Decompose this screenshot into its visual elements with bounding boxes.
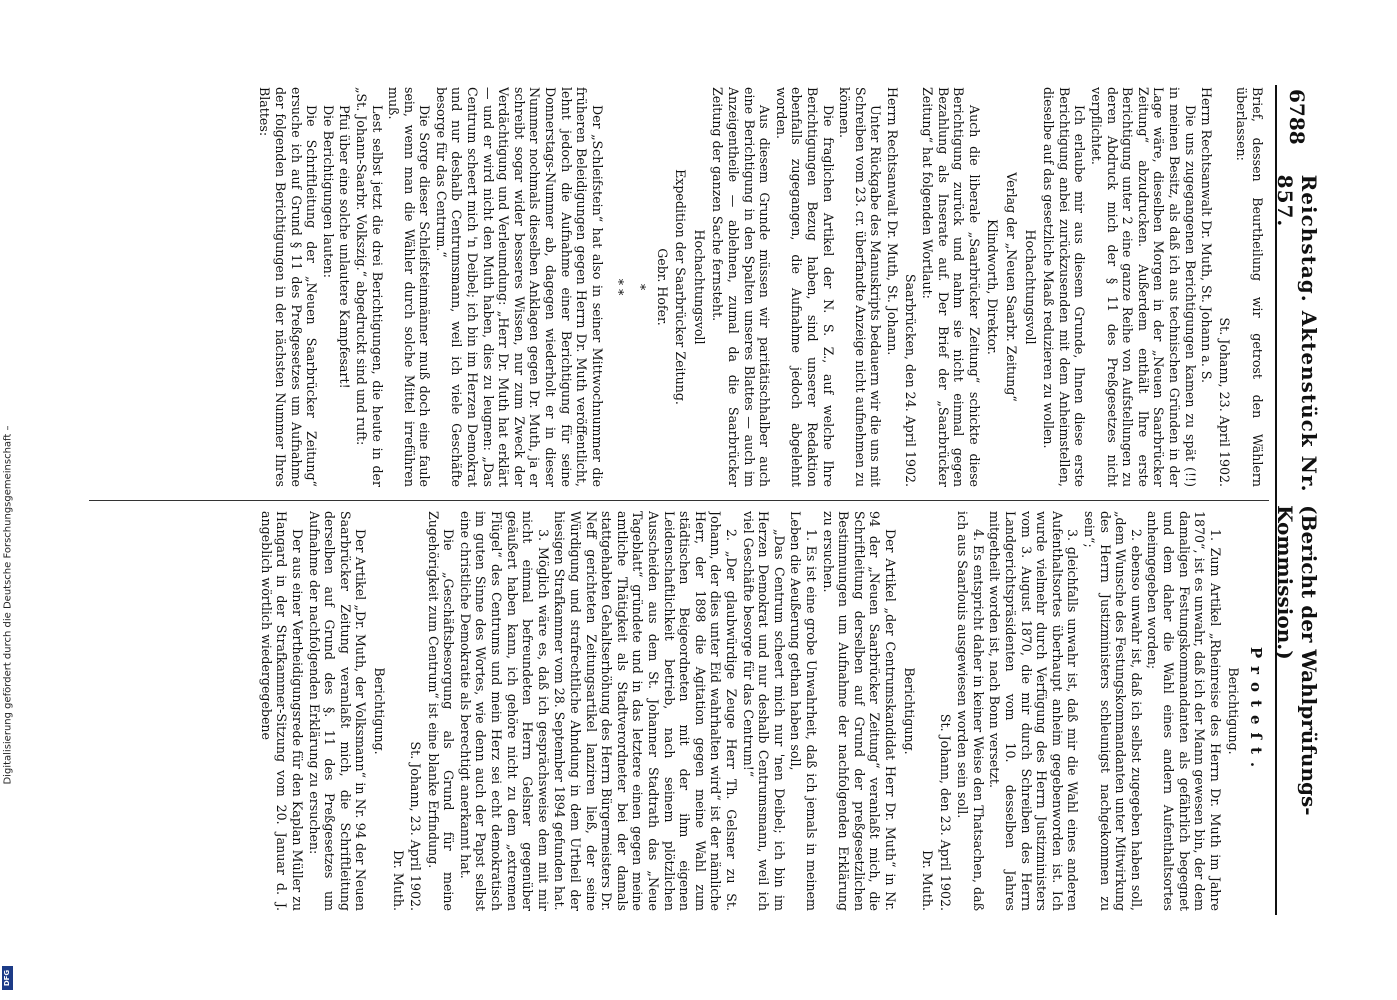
page-header xyxy=(1273,85,1321,915)
left-column-paragraph: Gebr. Hofer. xyxy=(654,248,670,326)
right-column-paragraph: Dr. Muth. xyxy=(920,850,936,911)
right-column-paragraph: Die „Geschäftsbesorgung als Grund für meine Zugehörigkeit zum Centrum“ ist eine blanke Erfindung. xyxy=(425,511,457,911)
right-column-paragraph: Der aus einer Vertheidigungsrede für den Kaplan Müller zu Hangard in der Strafkammer-Sitzung vom 20. Januar d. J. angeblich wörtlich wiedergegebene xyxy=(258,511,305,911)
right-column-paragraph: Berichtigung. xyxy=(901,667,917,755)
right-column-paragraph: St. Johann, 23. April 1902. xyxy=(408,741,424,911)
page-number: 6788 xyxy=(1285,89,1309,145)
right-column-paragraph: Der Artikel „Dr. Muth, der Volksmann“ in Nr. 94 der Neuen Saarbrücker Zeitung veranlaßt mich, die Schriftleitung derselben auf Grund des §. 11 des Preßgesetzes um Aufnahme der nachfolgenden Erklärung zu ersuchen: xyxy=(306,511,369,911)
left-column-paragraph: Die Sorge dieser Schleifsteinmänner muß doch eine faule sein, wenn man die Wähler durch solche Mittel irreführen muß. xyxy=(386,87,433,487)
right-column-paragraph: 3. Möglich wäre es, daß ich gesprächsweise dem mit mir nicht einmal befreundeten Herrn Gelsner gegenüber geäußert haben kann, ich gehöre nicht zu dem „extremen Flügel“ des Centrums und mein Herz sei echt demokratisch im guten Sinne des Wortes, wie denn auch der Papst selbst eine christliche Demokratie als berechtigt anerkannt hat. xyxy=(457,511,551,911)
right-column-paragraph: Berichtigung. xyxy=(1226,667,1242,755)
document-page xyxy=(82,85,1321,915)
left-column-paragraph: Expedition der Saarbrücker Zeitung. xyxy=(673,169,689,405)
left-column-paragraph: Auch die liberale „Saarbrücker Zeitung“ schickte diese Berichtigung zurück und nahm sie nicht einmal gegen Bezahlung als Inserate auf. Der Brief der „Saarbrücker Zeitung“ hat folgenden Wortlaut: xyxy=(920,87,982,487)
left-column-paragraph: Die Berichtigungen lauten: xyxy=(320,105,336,279)
left-column-paragraph: Hochachtungsvoll xyxy=(1022,229,1038,345)
left-column xyxy=(87,87,1265,487)
dfg-logo-text: DFG xyxy=(3,969,12,987)
right-column-paragraph: St. Johann, den 23. April 1902. xyxy=(937,713,953,911)
left-column-paragraph: Aus diesem Grunde müssen wir paritätischhalber auch eine Berichtigung in den Spalten unseres Blattes — auch im Anzeigentheile — ablehnen, zumal da die Saarbrücker Zeitung der ganzen Sache fernsteht. xyxy=(710,87,773,487)
left-column-paragraph: * * xyxy=(611,278,627,296)
right-column-paragraph: 2. „Der glaubwürdige Zeuge Herr Th. Gelsner zu St. Johann, der dies unter Eid wahrhalten wird“ ist der nämliche Herr, der 1898 die Agitation gegen meine Wahl zum städtischen Beigeordneten mit der ihm eigenen Leidenschaftlichkeit betrieb, nach seinem plötzlichen Ausscheiden aus dem St. Johanner Stadtrath das „Neue Tageblatt“ gründete und in das letztere einen gegen meine amtliche Thätigkeit als Stadtverordneter bei der damals stattgehabten Gehaltserhöhung des Herrn Bürgermeisters Dr. Neff gerichteten Zeitungsartikel lanziren ließ, der seine Würdigung und strafrechtliche Ahndung in dem Urtheil der hiesigen Strafkammer vom 28. September 1894 gefunden hat. xyxy=(552,511,739,911)
right-column-paragraph: 1. Es ist eine grobe Unwahrheit, daß ich jemals in meinem Leben die Aeußerung gethan haben soll, xyxy=(788,511,819,911)
right-column-paragraph: 1. Zum Artikel „Rheinreise des Herrn Dr. Muth im Jahre 1870“, ist es unwahr, daß ich der Mann gewesen bin, der dem damaligen Festungskommandanten als gefährlich begegnet und dem daher die Wahl eines andern Aufenthaltsortes anheimgegeben worden; xyxy=(1145,511,1223,911)
right-column-paragraph: 3. gleichfalls unwahr ist, daß mir die Wahl eines anderen Aufenthaltsortes überhaupt anheim gegebenworden ist. Ich wurde vielmehr durch Verfügung des Herrn Justizministers vom 3. August 1870, die mir durch Schreiben des Herrn Landgerichtspräsidenten vom 10. desselben Jahres mitgetheilt worden ist, nach Bonn versetzt. xyxy=(987,511,1081,911)
left-column-paragraph: Die Schriftleitung der „Neuen Saarbrücker Zeitung“ ersuche ich auf Grund § 11 des Preßgesetzes um Aufnahme der folgenden Berichtigungen in der nächsten Nummer Ihres Blattes: xyxy=(257,87,320,487)
header-title: Reichstag. Aktenstück Nr. 857. xyxy=(1273,174,1321,493)
right-column-paragraph: „Das Centrum scheert mich nur 'nen Deibel; ich bin im Herzen Demokrat und nur deshalb Centrumsmann, weil ich viel Geschäfte besorge für das Centrum!“ xyxy=(740,511,787,911)
left-column-paragraph: Klindworth, Direktor. xyxy=(985,219,1001,355)
right-column-paragraph: Dr. Muth. xyxy=(390,850,406,911)
column-divider xyxy=(89,500,1269,501)
left-column-paragraph: Die fraglichen Artikel der N. S. Z., auf welche Ihre Berichtigungen Bezug haben, sind unserer Redaktion ebenfalls zugegangen, die Aufnahme jedoch abgelehnt worden. xyxy=(773,87,836,487)
left-column-paragraph: Herrn Rechtsanwalt Dr. Muth, St. Johann. xyxy=(884,87,900,356)
left-column-paragraph: Verlag der „Neuen Saarbr. Zeitung“ xyxy=(1004,172,1020,402)
left-column-paragraph: Lest selbst jetzt die drei Berichtigungen, die heute in der „St. Johann-Saarbr. Volkszig.“ abgedruckt sind und ruft: xyxy=(353,87,385,487)
left-column-paragraph: Der „Schleifstein“ hat also in seiner Mittwochnummer die früheren Beleidigungen gegen Herrn Dr. Muth veröffentlicht, lehnt jedoch die Aufnahme einer Berichtigung für seine Donnerstags-Nummer ab, dagegen wiederholt er in dieser Nummer nochmals dieselben Anklagen gegen Dr. Muth, ja er schreibt sogar wider besseres Wissen, nur zum Zweck der Verdächtigung und Verleumdung: „Herr Dr. Muth hat erklärt — und er wird nicht den Muth haben, dies zu leugnen: „Das Centrum scheert mich 'n Deibel; ich bin im Herzen Demokrat und nur deshalb Centrumsmann, weil ich viele Geschäfte besorge für das Centrum.“ xyxy=(433,87,605,487)
left-column-paragraph: Saarbrücken, den 24. April 1902. xyxy=(902,273,918,487)
left-column-paragraph: Pfui über eine solche unlautere Kampfesart! xyxy=(337,105,353,389)
left-column-paragraph: Ich erlaube mir aus diesem Grunde, Ihnen diese erste Berichtigung anbei zurückzusenden mit dem Anheimstellen, dieselbe auf das gesetzliche Maaß reduzieren zu wollen. xyxy=(1041,87,1088,487)
right-column xyxy=(87,511,1265,911)
credit-text: Digitalisierung gefördert durch die Deutsche Forschungsgemeinschaft – xyxy=(2,425,14,785)
right-column-paragraph: 2. ebenso unwahr ist, daß ich selbst zugegeben haben soll, „dem Wunsche des Festungskommandanten unter Mitwirkung des Herrn Justizministers schleunigst nachgekommen zu sein“; xyxy=(1082,511,1144,911)
right-column-paragraph: Proteſt. xyxy=(1247,646,1265,776)
left-column-paragraph: Unter Rückgabe des Manuskripts bedauern wir die uns mit Schreiben vom 23. cr. überfandte Anzeige nicht aufnehmen zu können. xyxy=(837,87,884,487)
left-column-paragraph: Die uns zugegangenen Berichtigungen kamen zu spät (!!) in meinen Besitz, als daß ich aus technischen Gründen in der Lage wäre, dieselben Morgen in der „Neuen Saarbrücker Zeitung“ abzudrucken. Außerdem enthält Ihre erste Berichtigung unter 2 eine ganze Reihe von Aufstellungen zu deren Abdruck mich der § 11 des Preßgesetzes nicht verpflichtet. xyxy=(1089,87,1198,487)
left-column-paragraph: St. Johann, 23. April 1902. xyxy=(1216,317,1232,487)
right-column-paragraph: 4. Es entspricht daher in keiner Weise den Thatsachen, daß ich aus Saarlouis ausgewiesen worden sein soll. xyxy=(955,511,986,911)
right-column-paragraph: Berichtigung. xyxy=(371,667,387,755)
left-column-paragraph: * xyxy=(633,283,649,291)
digitization-credit xyxy=(0,0,16,1000)
right-column-paragraph: Der Artikel „der Centrumskandidat Herr Dr. Muth“ in Nr. 94 der „Neuen Saarbrücker Zeitung“ veranlaßt mich, die Schriftleitung derselben auf Grund der preßgesetzlichen Bestimmungen um Aufnahme der nachfolgenden Erklärung zu ersuchen. xyxy=(820,511,898,911)
left-column-paragraph: Herrn Rechtsanwalt Dr. Muth, St. Johann a. S. xyxy=(1199,87,1215,384)
left-column-paragraph: Brief, dessen Beurtheilung wir getrost den Wählern überlassen: xyxy=(1234,87,1265,487)
left-column-paragraph: Hochachtungsvoll xyxy=(691,229,707,345)
dfg-logo xyxy=(2,966,13,990)
header-section: (Bericht der Wahlprüfungs-Kommission.) xyxy=(1273,505,1321,816)
